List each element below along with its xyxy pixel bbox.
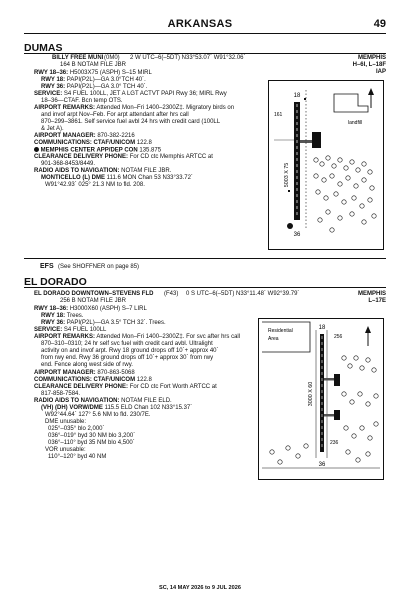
rwy18-text-dumas: PAPI(P2L)—GA 3.0°TCH 40´. xyxy=(66,77,146,83)
clr-text1-dumas: For CD ctc Memphis ARTCC at xyxy=(129,154,213,160)
rwy36-label-eldorado: RWY 36: xyxy=(41,320,66,326)
rwy18-label-dumas: RWY 18: xyxy=(41,77,66,83)
elev-bottom-eldorado: 236 xyxy=(330,440,339,446)
airport-line2-dumas: 164 B NOTAM FILE JBR xyxy=(60,62,126,68)
airport-diagram-eldorado xyxy=(258,318,384,480)
service-label-dumas: SERVICE: xyxy=(34,91,63,97)
efs-rule-top xyxy=(24,258,386,259)
remarks-text1-dumas: Attended Mon–Fri 1400–2300Z‡. Migratory birds on xyxy=(96,105,235,111)
airport-title-eldorado: EL DORADO DOWNTOWN–STEVENS FLD xyxy=(34,291,154,297)
rwy36-label-dumas: RWY 36: xyxy=(41,84,66,90)
north-arrow-icon xyxy=(365,326,371,346)
residential-label-eldorado: Residential xyxy=(268,328,293,334)
remarks-text2-eldorado: 870–310–0310; 24 hr self svc fuel with credit card avbl. Ultralight xyxy=(41,341,213,347)
rwy-end-36-label-dumas: 36 xyxy=(293,232,301,238)
elev-label-dumas: 161 xyxy=(274,112,283,118)
clr-label-eldorado: CLEARANCE DELIVERY PHONE: xyxy=(34,384,129,390)
chart-refs-eldorado: L–17E xyxy=(368,298,386,304)
chart-region-dumas: MEMPHIS xyxy=(357,55,386,61)
remarks-text4-dumas: & Jet A). xyxy=(41,126,64,132)
navaid-label-dumas: RADIO AIDS TO NAVIGATION: xyxy=(34,168,120,174)
rwy-length-label-dumas: 5003 X 75 xyxy=(284,162,290,188)
iap-dumas: IAP xyxy=(375,69,386,75)
app-text-dumas: 135.875 xyxy=(139,147,162,154)
clr-label-dumas: CLEARANCE DELIVERY PHONE: xyxy=(34,154,129,160)
apron-dumas xyxy=(312,132,321,148)
area-label-eldorado: Area xyxy=(268,336,279,342)
vor-freq-dumas: 111.6 MON Chan 53 N33°33.72´ xyxy=(106,175,193,181)
comm-label-dumas: COMMUNICATIONS: CTAF/UNICOM xyxy=(34,140,136,146)
manager-text-dumas: 870-382-2216 xyxy=(97,133,135,139)
effective-date-footer: SC, 14 MAY 2026 to 9 JUL 2026 xyxy=(159,585,241,591)
comm-text-eldorado: 122.8 xyxy=(136,377,152,383)
beacon-icon xyxy=(287,223,293,229)
city-rule-eldorado xyxy=(24,287,386,288)
landfill-label-dumas: landfill xyxy=(348,120,363,126)
dme-line1-eldorado: DME unusable: xyxy=(45,419,87,425)
vor-line2-eldorado: W92°44.64´ 127° 5.6 NM to fld. 230/7E. xyxy=(45,412,151,418)
city-heading-dumas: DUMAS xyxy=(24,42,63,54)
airport-title-dumas: BILLY FREE MUNI xyxy=(52,55,104,61)
rwy-end-18-label-eldorado: 18 xyxy=(318,325,326,331)
city-heading-eldorado: EL DORADO xyxy=(24,276,87,288)
manager-text-eldorado: 870-863-5068 xyxy=(97,370,135,376)
rwy18-text-eldorado: Trees. xyxy=(66,313,84,319)
clr-text2-eldorado: 817-858-7584. xyxy=(41,391,81,397)
vor-unusable1-eldorado: VOR unusable: xyxy=(45,447,86,453)
remarks-text3-eldorado: activity on and invof arpt. Rwy 18 ground drops off 10´+ approx 40´ xyxy=(41,348,219,354)
rwy-length-label-eldorado: 3000 X 60 xyxy=(308,381,314,407)
comm-text-dumas: 122.8 xyxy=(136,140,152,146)
airport-info-eldorado: 0 S UTC–6(–5DT) N33°11.48´ W92°39.79´ xyxy=(186,291,300,297)
remarks-text4-eldorado: from rwy end. Rwy 36 ground drops off 10´+ approx 30´ from rwy xyxy=(41,355,214,361)
manager-label-eldorado: AIRPORT MANAGER: xyxy=(34,370,96,376)
dme-line4-eldorado: 036°–110° byd 35 NM blo 4,500´ xyxy=(48,440,135,446)
navaid-label-eldorado: RADIO AIDS TO NAVIGATION: xyxy=(34,398,120,404)
service-label-eldorado: SERVICE: xyxy=(34,327,63,333)
efs-see-note: (See SHOFFNER on page 85) xyxy=(58,264,140,270)
north-arrow-icon xyxy=(368,88,374,108)
vor-freq-eldorado: 115.5 ELD Chan 102 N33°15.37´ xyxy=(104,405,193,411)
remarks-text2-dumas: and invof arpt Nov–Feb. For arpt attendant after hrs call xyxy=(41,112,189,118)
elev-top-eldorado: 256 xyxy=(334,334,343,340)
chart-refs-dumas: H–6I, L–18F xyxy=(352,62,386,68)
vor-name-eldorado: (VH) (DH) VORW/DME xyxy=(41,405,103,411)
dme-line3-eldorado: 036°–019° byd 30 NM blo 3,200´ xyxy=(48,433,136,439)
rwy-end-18-label-dumas: 18 xyxy=(293,93,301,99)
remarks-label-eldorado: AIRPORT REMARKS: xyxy=(34,334,95,340)
city-rule-dumas xyxy=(24,53,386,54)
service-text-dumas: S4 FUEL 100LL, JET A LGT ACTVT PAPI Rwy 36; MIRL Rwy xyxy=(63,91,227,97)
service-text-eldorado: S4 FUEL 100LL xyxy=(63,327,107,333)
vor-unusable2-eldorado: 110°–120° byd 40 NM xyxy=(48,454,107,460)
clr-text2-dumas: 901-368-8453/8449. xyxy=(41,161,96,167)
airport-ident-dumas: (0M0) xyxy=(104,55,120,61)
landfill-area-dumas xyxy=(334,94,368,112)
navaid-text-dumas: NOTAM FILE JBR. xyxy=(121,168,172,174)
rwy36-text-dumas: PAPI(P2L)—GA 3.0° TCH 40´. xyxy=(66,84,148,90)
page-number: 49 xyxy=(373,18,386,30)
rwy-text-eldorado: H3000X60 (ASPH) S–7 LIRL xyxy=(69,306,147,312)
remarks-text1-eldorado: Attended Mon–Fri 1400–2300Z‡. For svc after hrs call xyxy=(96,334,241,340)
vor-line2-dumas: W91°42.93´ 025° 21.3 NM to fld. 208. xyxy=(45,182,145,188)
airport-info-dumas: 2 W UTC–6(–5DT) N33°53.07´ W91°32.06´ xyxy=(130,55,246,61)
remarks-text5-eldorado: end. Fence along west side of rwy. xyxy=(41,362,133,368)
dme-line2-eldorado: 025°–035° blo 2,000´ xyxy=(48,426,105,432)
clr-text1-eldorado: For CD ctc Fort Worth ARTCC at xyxy=(129,384,217,390)
rwy36-text-eldorado: PAPI(P2L)—GA 3.5° TCH 32´. Trees. xyxy=(66,320,166,326)
comm-label-eldorado: COMMUNICATIONS: CTAF/UNICOM xyxy=(34,377,136,383)
airport-line2-eldorado: 256 B NOTAM FILE JBR xyxy=(60,298,126,304)
rwy-text-dumas: H5003X75 (ASPH) S–15 MIRL xyxy=(69,70,152,76)
service-text2-dumas: 18–36—CTAF. Bcn temp OTS. xyxy=(41,98,123,104)
rwy18-label-eldorado: RWY 18: xyxy=(41,313,66,319)
airport-ident-eldorado: (F43) xyxy=(164,291,179,297)
rwy-label-eldorado: RWY 18–36: xyxy=(34,306,69,312)
rcom-icon xyxy=(34,147,39,152)
app-label-dumas: MEMPHIS CENTER APP/DEP CON xyxy=(40,147,138,154)
remarks-text3-dumas: 870–299–3861. Self service fuel avbl 24 hrs with credit card (100LL xyxy=(41,119,221,125)
state-header: ARKANSAS xyxy=(167,18,233,30)
rwy-end-36-label-eldorado: 36 xyxy=(318,462,326,468)
remarks-label-dumas: AIRPORT REMARKS: xyxy=(34,105,95,111)
manager-label-dumas: AIRPORT MANAGER: xyxy=(34,133,96,139)
navaid-text-eldorado: NOTAM FILE ELD. xyxy=(121,398,172,404)
vor-name-dumas: MONTICELLO (L) DME xyxy=(41,175,105,181)
apron-north-eldorado xyxy=(334,374,340,386)
header-rule xyxy=(24,33,386,34)
apron-south-eldorado xyxy=(334,410,340,420)
efs-ident: EFS xyxy=(40,263,54,270)
airport-diagram-dumas xyxy=(268,80,384,250)
chart-region-eldorado: MEMPHIS xyxy=(357,291,386,297)
rwy-label-dumas: RWY 18–36: xyxy=(34,70,69,76)
